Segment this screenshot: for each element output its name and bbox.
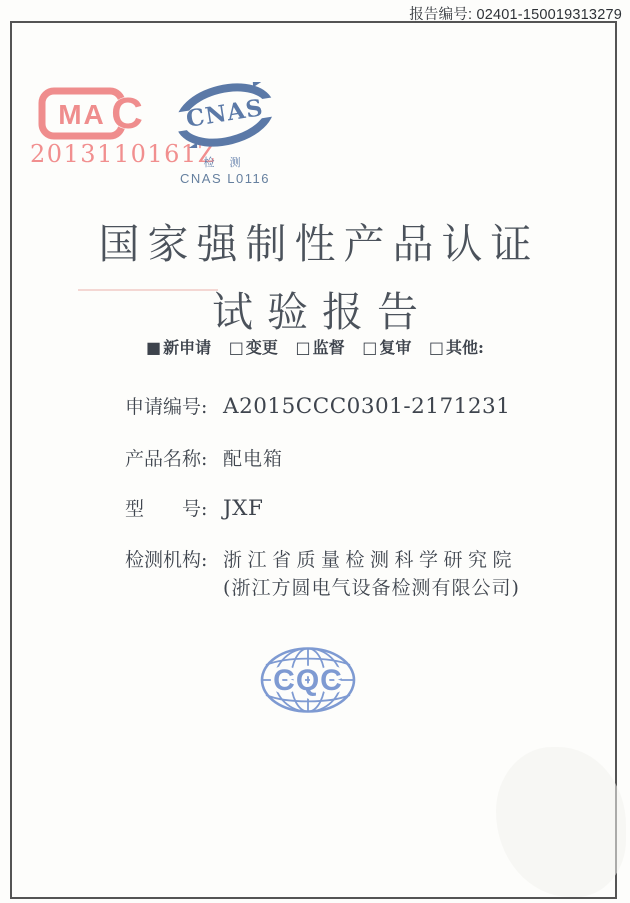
application-type-row (0, 335, 630, 358)
cqc-wordmark: CQC (273, 664, 343, 697)
field-value: JXF (223, 496, 264, 521)
cma-logo-icon (38, 86, 144, 142)
checkbox-supervision (295, 338, 344, 357)
checkbox-label: 复审 (379, 338, 412, 357)
cnas-logo (170, 82, 280, 186)
field-label: 型 号: (125, 498, 208, 520)
cma-logo (38, 86, 148, 146)
report-number-value: 02401-150019313279 (476, 7, 622, 23)
checkbox-label: 新申请 (163, 338, 212, 357)
checkbox-other (429, 338, 484, 357)
checkbox-label: 变更 (245, 338, 278, 357)
cqc-globe-icon (259, 646, 357, 716)
field-value: 配电箱 (223, 448, 284, 470)
checkbox-unchecked-icon: □ (428, 338, 445, 357)
field-test-organization (125, 545, 517, 572)
checkbox-checked-icon: ■ (146, 338, 162, 357)
field-value-secondary: (浙江方圆电气设备检测有限公司) (223, 577, 520, 599)
document-title-line1: 国家强制性产品认证 (98, 220, 540, 268)
document-title-line2: 试验报告 (212, 288, 432, 336)
checkbox-review (362, 338, 411, 357)
cma-letters-ma: MA (58, 99, 106, 130)
field-label: 申请编号: (125, 396, 208, 418)
cma-letter-c: C (111, 89, 143, 138)
checkbox-change (229, 338, 278, 357)
cnas-wordmark: CNAS (184, 94, 266, 133)
field-label: 检测机构: (125, 549, 208, 571)
field-product-name (125, 444, 283, 471)
checkbox-new-application (146, 338, 211, 357)
field-value: A2015CCC0301-2171231 (223, 394, 511, 419)
checkbox-label: 其他: (446, 338, 484, 357)
field-value: 浙江省质量检测科学研究院 (223, 549, 518, 571)
checkbox-unchecked-icon: □ (295, 338, 311, 357)
field-label: 产品名称: (125, 448, 208, 470)
report-number-label: 报告编号: (409, 7, 473, 23)
field-model (125, 494, 263, 521)
cma-certificate-code: 2013110161Z (30, 140, 216, 168)
cnas-logo-icon (173, 82, 277, 148)
cqc-logo (259, 646, 357, 716)
field-application-number (125, 392, 510, 419)
cnas-accreditation-number: CNAS L0116 (180, 171, 270, 186)
checkbox-unchecked-icon: □ (228, 338, 244, 357)
field-test-organization-alias (125, 573, 520, 600)
checkbox-label: 监督 (312, 338, 345, 357)
checkbox-unchecked-icon: □ (362, 338, 378, 357)
cnas-caption: 检 测 (203, 157, 247, 169)
